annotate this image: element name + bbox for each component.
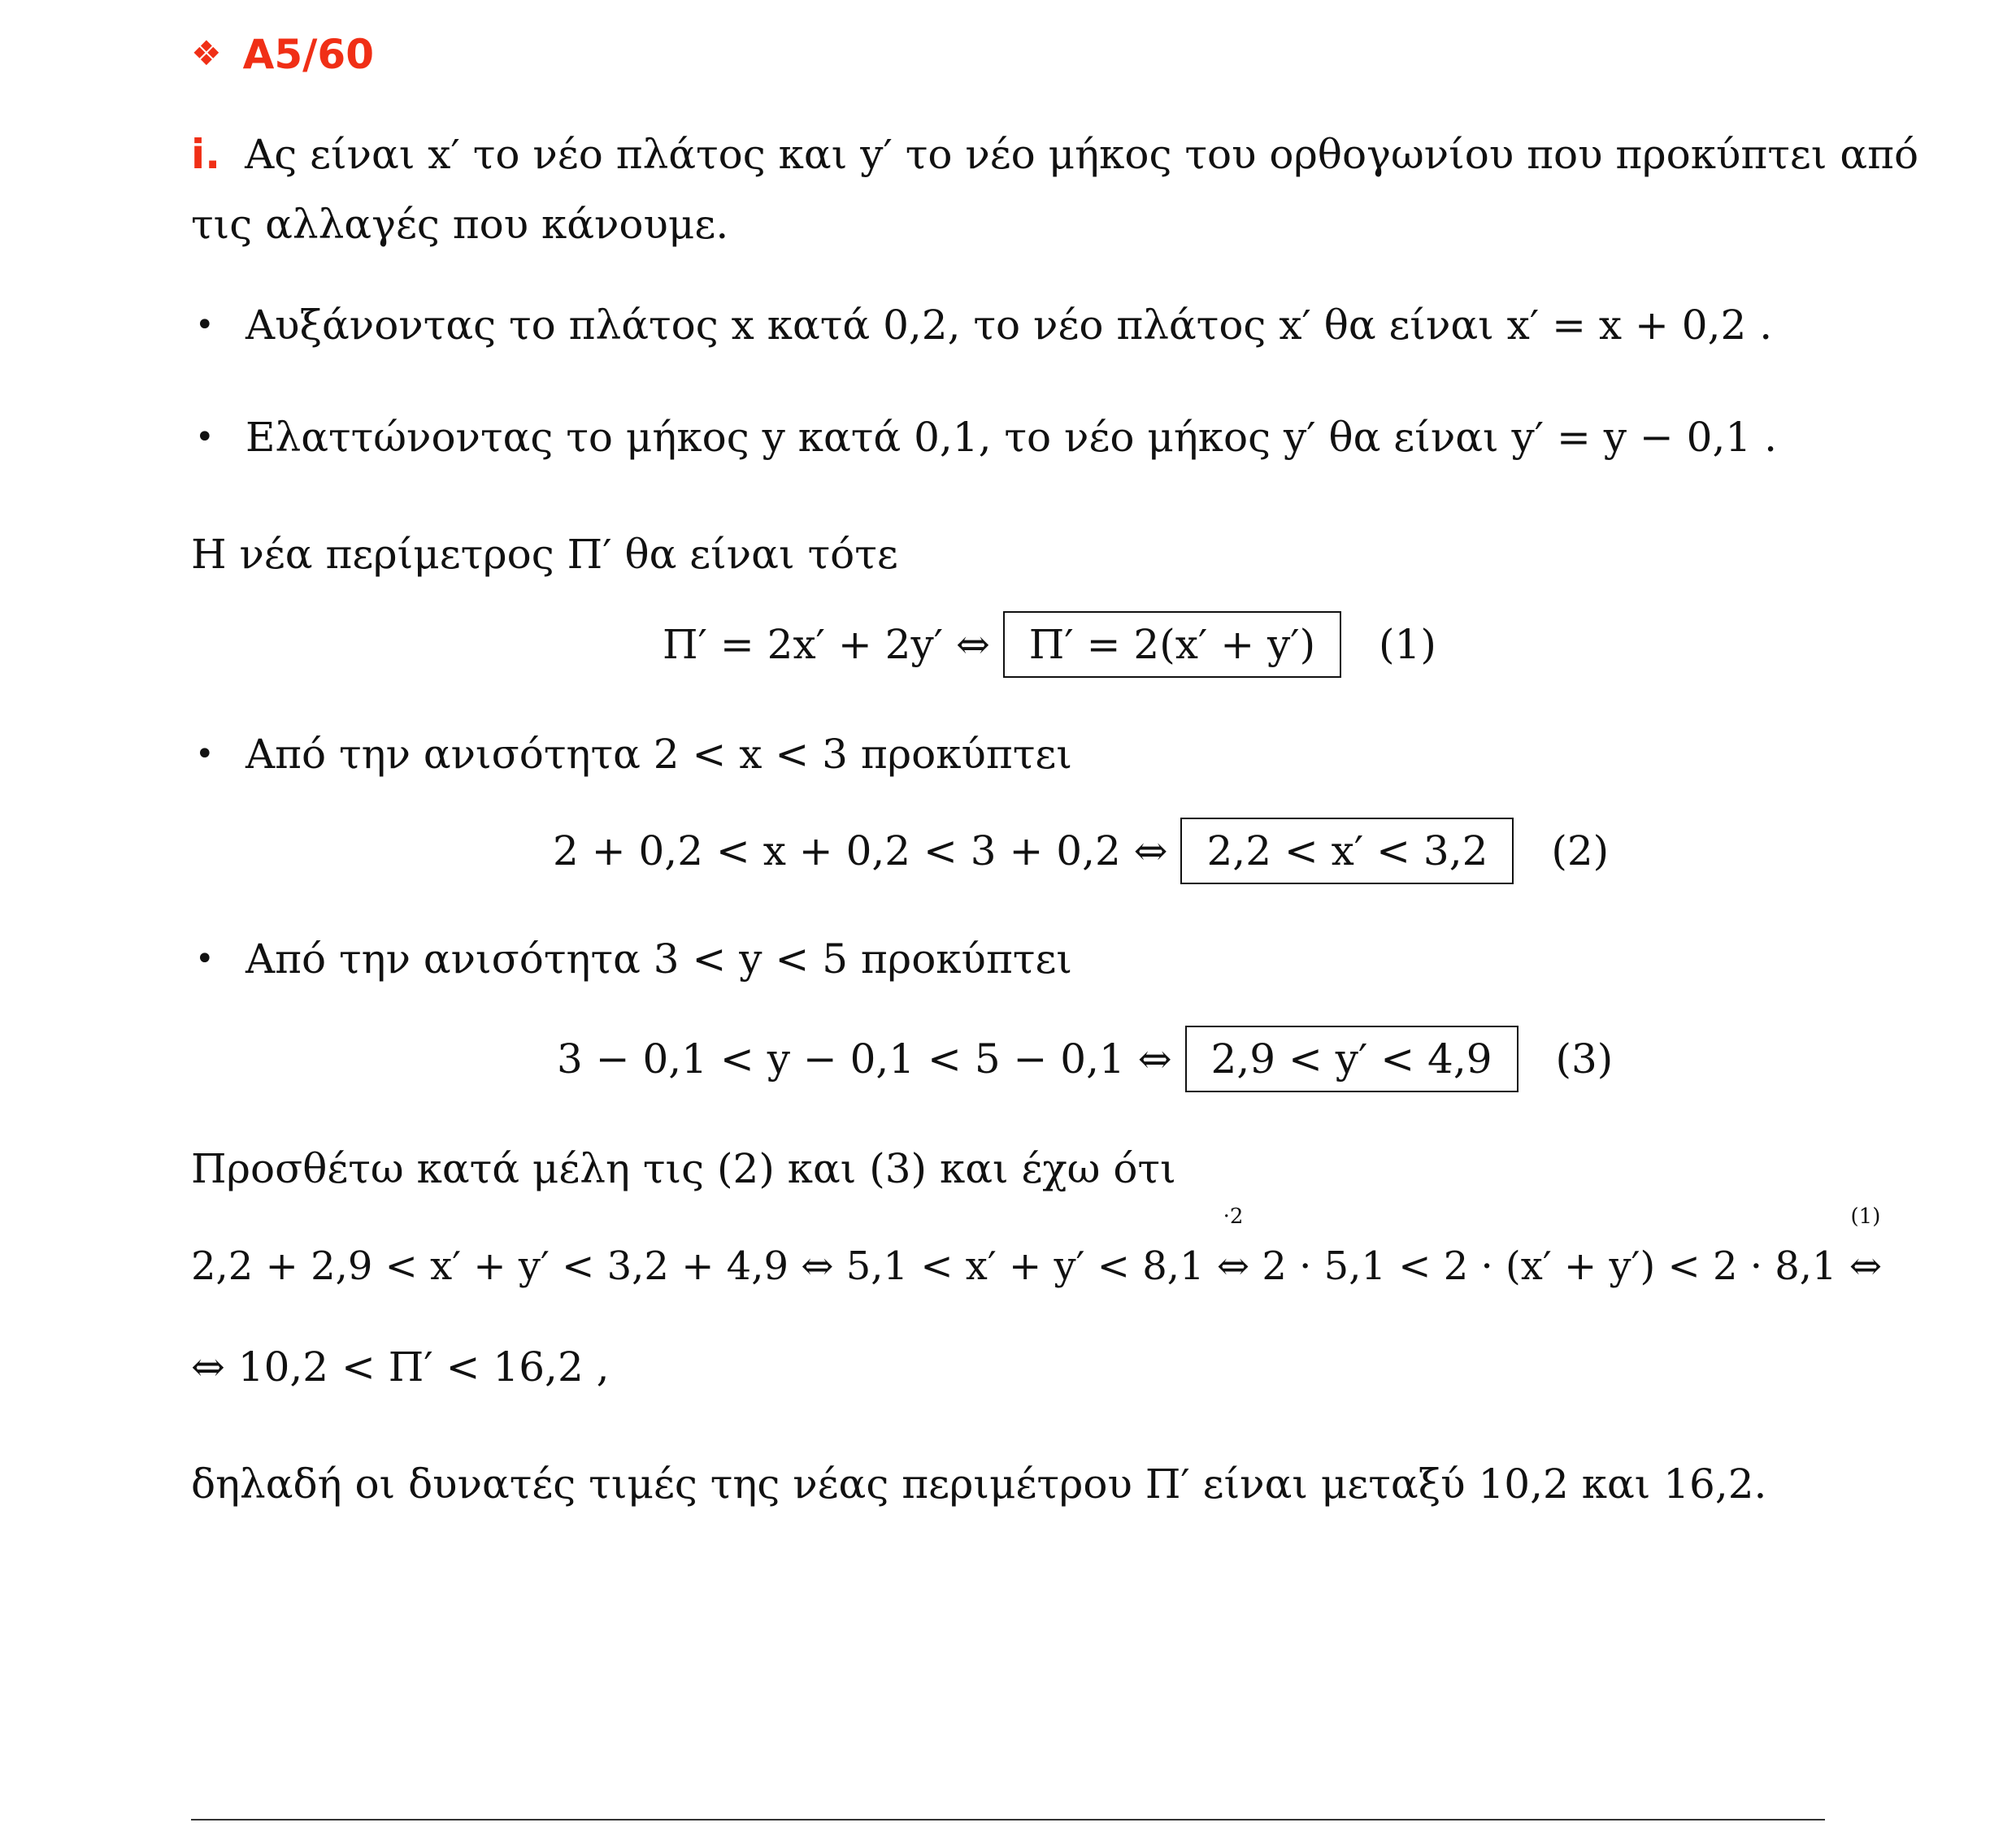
double-arrow-icon: ⇔: [1849, 1243, 1883, 1289]
eq2-boxed: 2,2 < x′ < 3,2: [1180, 818, 1514, 884]
inequality-chain-line-2: ⇔ 10,2 < Π′ < 16,2 ,: [191, 1343, 610, 1391]
footer-divider: [191, 1819, 1825, 1820]
double-arrow-icon: ⇔: [1216, 1243, 1250, 1289]
perimeter-intro: Η νέα περίμετρος Π′ θα είναι τότε: [191, 531, 898, 578]
bullet-icon: •: [195, 736, 215, 773]
eq3-boxed: 2,9 < y′ < 4,9: [1185, 1026, 1519, 1092]
diamond-icon: ❖: [191, 33, 222, 73]
section-title: [191, 31, 374, 78]
ref-one-label: (1): [1850, 1204, 1881, 1229]
bullet-icon: •: [195, 306, 215, 344]
intro-text-1: Ας είναι x′ το νέο πλάτος και y′ το νέο μήκος του ορθογωνίου που προκύπτει από: [245, 131, 1919, 178]
bullet-icon: •: [195, 940, 215, 978]
chain-part-1: 2,2 + 2,9 < x′ + y′ < 3,2 + 4,9 ⇔ 5,1 < x′ + y′ < 8,1: [191, 1243, 1217, 1289]
bullet-y-inequality: Από την ανισότητα 3 < y < 5 προκύπτει: [245, 935, 1072, 983]
eq2-lhs: 2 + 0,2 < x + 0,2 < 3 + 0,2 ⇔: [553, 827, 1168, 874]
conclusion: δηλαδή οι δυνατές τιμές της νέας περιμέτρου Π′ είναι μεταξύ 10,2 και 16,2.: [191, 1460, 1767, 1508]
addition-intro: Προσθέτω κατά μέλη τις (2) και (3) και έχω ότι: [191, 1145, 1176, 1192]
eq1-boxed: Π′ = 2(x′ + y′): [1003, 611, 1341, 678]
intro-line-2: τις αλλαγές που κάνουμε.: [191, 201, 729, 248]
bullet-x-inequality: Από την ανισότητα 2 < x < 3 προκύπτει: [245, 731, 1072, 778]
equation-1: [663, 611, 1436, 678]
eq3-lhs: 3 − 0,1 < y − 0,1 < 5 − 0,1 ⇔: [557, 1035, 1172, 1083]
times-two-label: ·2: [1223, 1204, 1244, 1229]
implies-by-one: [1849, 1204, 1883, 1291]
bullet-icon: •: [195, 419, 215, 456]
equation-3: [557, 1026, 1613, 1092]
eq2-tag: (2): [1551, 827, 1610, 874]
eq3-tag: (3): [1555, 1035, 1614, 1083]
chain-part-2: 2 · 5,1 < 2 · (x′ + y′) < 2 · 8,1: [1249, 1243, 1849, 1289]
bullet-width-change: Αυξάνοντας το πλάτος x κατά 0,2, το νέο πλάτος x′ θα είναι x′ = x + 0,2 .: [245, 302, 1773, 349]
eq1-tag: (1): [1379, 621, 1436, 668]
equation-2: [553, 818, 1609, 884]
title-text: A5/60: [242, 31, 374, 78]
implies-times-two: [1216, 1204, 1250, 1291]
bullet-length-change: Ελαττώνοντας το μήκος y κατά 0,1, το νέο μήκος y′ θα είναι y′ = y − 0,1 .: [245, 414, 1777, 461]
inequality-chain-line-1: [191, 1204, 1883, 1291]
intro-line-1: [191, 130, 1918, 179]
eq1-lhs: Π′ = 2x′ + 2y′ ⇔: [663, 621, 990, 668]
part-label: i.: [191, 131, 221, 178]
